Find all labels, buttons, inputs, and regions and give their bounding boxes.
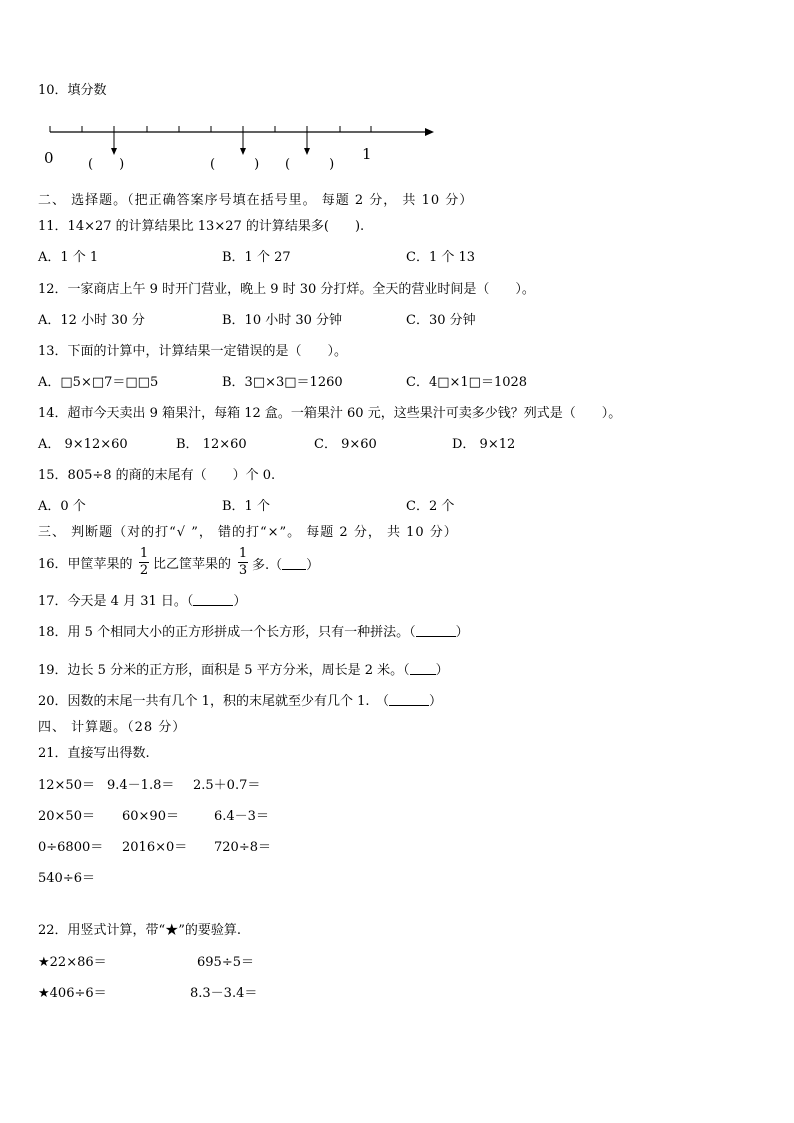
close-paren: ） (435, 663, 449, 678)
calc-item[interactable]: 540÷6＝ (38, 871, 95, 886)
number-line-zero: 0 (44, 149, 54, 167)
q10-title: 10．填分数 (38, 83, 107, 98)
q15-stem: 15．805÷8 的商的末尾有（ ）个 0. (38, 468, 276, 483)
fraction-numerator: 1 (139, 546, 149, 561)
q16-answer (252, 557, 319, 574)
blank-1[interactable]: ( ) (88, 157, 125, 172)
q13-option-b[interactable]: B．3□×3□＝1260 (222, 375, 343, 390)
q15-option-c[interactable]: C．2 个 (406, 499, 455, 514)
q11-option-c[interactable]: C．1 个 13 (406, 250, 476, 265)
calc-item[interactable]: 2016×0＝ (122, 840, 188, 855)
answer-blank[interactable] (410, 662, 436, 675)
q16-text-mid: 比乙筐苹果的 (153, 557, 232, 572)
fraction-denominator: 2 (139, 563, 149, 578)
q13-option-c[interactable]: C．4□×1□＝1028 (406, 375, 528, 390)
q12-stem: 12．一家商店上午 9 时开门营业，晚上 9 时 30 分打烊。全天的营业时间是（ ）。 (38, 282, 535, 297)
q14-option-c[interactable]: C． 9×60 (314, 437, 377, 452)
column-calc-item[interactable]: ★22×86＝ (38, 955, 107, 970)
q13-option-a[interactable]: A．□5×□7＝□□5 (38, 375, 159, 390)
q11-stem: 11．14×27 的计算结果比 13×27 的计算结果多( ). (38, 219, 365, 234)
q14-option-d[interactable]: D． 9×12 (452, 437, 516, 452)
answer-blank[interactable] (193, 593, 233, 606)
column-calc-item[interactable]: ★406÷6＝ (38, 986, 107, 1001)
q14-stem: 14．超市今天卖出 9 箱果汁，每箱 12 盒。一箱果汁 60 元，这些果汁可卖多少钱？列式是（ ）。 (38, 406, 622, 421)
blank-2[interactable]: ( ) (210, 157, 260, 172)
calc-item[interactable]: 9.4－1.8＝ (107, 778, 175, 793)
q15-option-b[interactable]: B．1 个 (222, 499, 270, 514)
fraction-numerator: 1 (238, 546, 248, 561)
q12-option-b[interactable]: B．10 小时 30 分钟 (222, 313, 343, 328)
section-heading-2: 二、 选择题。（把正确答案序号填在括号里。 每题 2 分， 共 10 分） (38, 193, 474, 208)
calc-item[interactable]: 720÷8＝ (214, 840, 271, 855)
close-paren: ） (306, 558, 320, 573)
q14-option-b[interactable]: B． 12×60 (176, 437, 247, 452)
column-calc-item[interactable]: 8.3－3.4＝ (190, 986, 258, 1001)
q17-text: 17．今天是 4 月 31 日。（ (38, 594, 194, 609)
q19 (38, 662, 449, 679)
calc-item[interactable]: 60×90＝ (122, 809, 179, 824)
blank-3[interactable]: ( ) (285, 157, 335, 172)
q12-option-a[interactable]: A．12 小时 30 分 (38, 313, 145, 328)
calc-item[interactable]: 2.5＋0.7＝ (193, 778, 261, 793)
q15-option-a[interactable]: A．0 个 (38, 499, 86, 514)
q16-text-end: 多.（ (252, 558, 283, 573)
number-line-one: 1 (362, 145, 372, 163)
close-paren: ） (428, 694, 442, 709)
q11-option-a[interactable]: A．1 个 1 (38, 250, 99, 265)
calc-item[interactable]: 20×50＝ (38, 809, 95, 824)
close-paren: ） (455, 625, 469, 640)
section-heading-3: 三、 判断题（对的打“√ ”， 错的打“×”。 每题 2 分， 共 10 分） (38, 525, 458, 540)
answer-blank[interactable] (389, 693, 429, 706)
q16-text-start: 16．甲筐苹果的 (38, 557, 133, 572)
q13-stem: 13．下面的计算中，计算结果一定错误的是（ ）。 (38, 344, 348, 359)
fraction-denominator: 3 (238, 563, 248, 578)
q11-option-b[interactable]: B．1 个 27 (222, 250, 291, 265)
q22-stem: 22．用竖式计算，带“★”的要验算. (38, 923, 241, 938)
close-paren: ） (233, 594, 247, 609)
column-calc-item[interactable]: 695÷5＝ (197, 955, 254, 970)
q17 (38, 593, 246, 610)
q16-fraction-1 (137, 547, 151, 578)
q20-text: 20．因数的末尾一共有几个 1，积的末尾就至少有几个 1. （ (38, 694, 389, 709)
calc-item[interactable]: 6.4－3＝ (214, 809, 269, 824)
q18 (38, 624, 469, 641)
calc-item[interactable]: 12×50＝ (38, 778, 95, 793)
q16-fraction-2 (236, 547, 250, 578)
answer-blank[interactable] (282, 557, 306, 570)
section-heading-4: 四、 计算题。（28 分） (38, 720, 187, 735)
calc-item[interactable]: 0÷6800＝ (38, 840, 104, 855)
q14-option-a[interactable]: A． 9×12×60 (38, 437, 128, 452)
q12-option-c[interactable]: C．30 分钟 (406, 313, 476, 328)
answer-blank[interactable] (416, 624, 456, 637)
q21-stem: 21．直接写出得数. (38, 746, 150, 761)
q19-text: 19．边长 5 分米的正方形，面积是 5 平方分米，周长是 2 米。（ (38, 663, 410, 678)
q18-text: 18．用 5 个相同大小的正方形拼成一个长方形，只有一种拼法。（ (38, 625, 416, 640)
q20 (38, 693, 442, 710)
